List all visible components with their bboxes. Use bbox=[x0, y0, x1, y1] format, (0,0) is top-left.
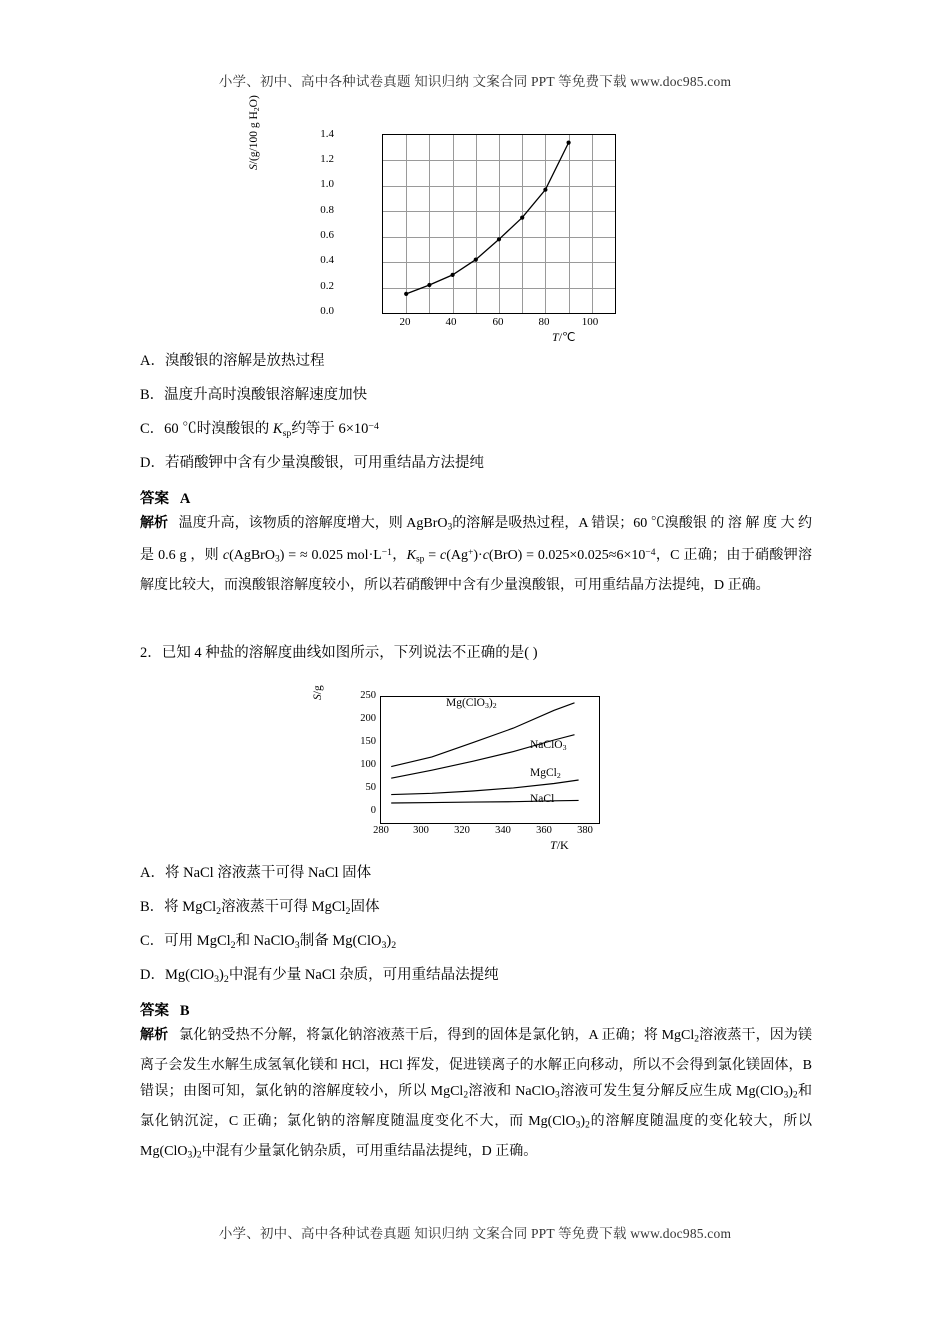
q2-explanation: 解析 氯化钠受热不分解，将氯化钠溶液蒸干后，得到的固体是氯化钠，A 正确；将 MgCl$_2$溶液蒸干，因为镁离子会发生水解生成氢氧化镁和 HCl，HCl 挥发，促进镁离子的水解正向移动，所以不会得到氯化镁固体，B 错误；由图可知，氯化钠的溶解度较小，所以 MgCl$_2$溶液和 NaClO$_3$溶液可发生复分解反应生成 $Mg(ClO_3)_2$和氯化钠沉淀，C 正确；氯化钠的溶解度随温度变化不大，而 $Mg(ClO_3)_2$的溶解度随温度的变化较大，所以 $Mg(ClO_3)_2$中混有少量氯化钠杂质，可用重结晶法提纯，D 正确。 bbox=[140, 1028, 813, 1161]
chart2-xtick-380: 380 bbox=[577, 825, 593, 836]
q2-stem: 2．已知 4 种盐的溶解度曲线如图所示，下列说法不正确的是( ) bbox=[140, 645, 538, 661]
chart2-y-axis-label: S/g bbox=[312, 685, 324, 700]
chart2-xtick-320: 320 bbox=[454, 825, 470, 836]
q1-option-c: C．60 ℃时溴酸银的 $K_{sp}$约等于 $6\times 10^{-4}$ bbox=[140, 420, 379, 439]
watermark-bottom: 小学、初中、高中各种试卷真题 知识归纳 文案合同 PPT 等免费下载 www.doc985.com bbox=[218, 1226, 732, 1241]
chart-solubility-agbro3 bbox=[248, 95, 652, 344]
chart1-xtick-100: 100 bbox=[581, 316, 599, 328]
chart2-xtick-280: 280 bbox=[373, 825, 389, 836]
chart2-label-mgclo3: $Mg(ClO_3)_2$ bbox=[446, 697, 497, 711]
chart2-xtick-360: 360 bbox=[536, 825, 552, 836]
chart2-label-naclo3: NaClO$_3$ bbox=[530, 739, 567, 753]
q1-option-d: D．若硝酸钾中含有少量溴酸银，可用重结晶方法提纯 bbox=[140, 455, 484, 471]
q2-option-b: B．将 MgCl$_2$溶液蒸干可得 MgCl$_2$固体 bbox=[140, 899, 380, 917]
chart2-label-mgcl2: MgCl$_2$ bbox=[530, 767, 561, 781]
q1-answer-label: 答案 bbox=[140, 491, 169, 507]
q1-explanation: 解析 温度升高，该物质的溶解度增大，则 AgBrO$_3$的溶解是吸热过程，A 错误；60 ℃溴酸银 的 溶 解 度 大 约 是 0.6 g ，则 c(AgBrO$_3$) = ≈ 0.025 $mol\cdot L^{-1}$，$K_{sp} = c(Ag^+)\cdot c(BrO) = 0.025\times 0.025\approx 6\times 10^{-4}$，C 正确；由于硝酸钾溶解度比较大，而溴酸银溶解度较小，所以若硝酸钾中含有少量溴酸银，可用重结晶方法提纯，D 正确。 bbox=[140, 516, 813, 594]
q2-answer bbox=[140, 999, 190, 1020]
q1-option-a: A．溴酸银的溶解是放热过程 bbox=[140, 353, 325, 369]
chart2-ytick-200: 200 bbox=[360, 713, 376, 724]
chart1-x-axis-label: T/℃ bbox=[552, 330, 576, 344]
chart1-ytick-0.6: 0.6 bbox=[320, 229, 334, 241]
chart1-xtick-80: 80 bbox=[538, 316, 550, 328]
chart2-ytick-0: 0 bbox=[370, 805, 376, 816]
q1-answer-value: A bbox=[179, 491, 191, 507]
watermark-top: 小学、初中、高中各种试卷真题 知识归纳 文案合同 PPT 等免费下载 www.doc985.com bbox=[218, 74, 732, 89]
chart1-ytick-0.0: 0.0 bbox=[320, 305, 334, 317]
q2-option-a: A．将 NaCl 溶液蒸干可得 NaCl 固体 bbox=[140, 865, 372, 881]
chart1-xtick-40: 40 bbox=[445, 316, 457, 328]
chart1-ytick-0.4: 0.4 bbox=[320, 254, 334, 266]
chart2-xtick-300: 300 bbox=[413, 825, 429, 836]
q2-answer-label: 答案 bbox=[140, 1003, 169, 1019]
chart1-ytick-0.2: 0.2 bbox=[320, 280, 334, 292]
chart2-label-nacl: NaCl bbox=[530, 793, 555, 805]
q2-explain-label: 解析 bbox=[140, 1028, 169, 1043]
chart2-xtick-340: 340 bbox=[495, 825, 511, 836]
q2-option-c: C．可用 MgCl$_2$和 NaClO$_3$制备 $Mg(ClO_3)_2$ bbox=[140, 933, 397, 951]
chart2-plot-area bbox=[380, 696, 600, 824]
chart1-ytick-1.4: 1.4 bbox=[320, 128, 334, 140]
chart1-xtick-60: 60 bbox=[492, 316, 504, 328]
chart2-ytick-100: 100 bbox=[360, 759, 376, 770]
q1-answer bbox=[140, 487, 190, 508]
chart2-x-axis-label: T/K bbox=[550, 838, 569, 852]
chart-solubility-4salts bbox=[312, 685, 648, 854]
q2-option-d: D．$Mg(ClO_3)_2$中混有少量 NaCl 杂质，可用重结晶法提纯 bbox=[140, 967, 499, 985]
chart1-curve bbox=[383, 135, 615, 313]
chart1-y-axis-label: S/(g/100 g $H_2O$) bbox=[248, 95, 262, 170]
q1-explain-label: 解析 bbox=[140, 516, 169, 531]
chart1-ytick-1.0: 1.0 bbox=[320, 178, 334, 190]
q2-answer-value: B bbox=[179, 1003, 190, 1019]
chart2-curves bbox=[381, 697, 599, 823]
chart2-ytick-150: 150 bbox=[360, 736, 376, 747]
chart1-xtick-20: 20 bbox=[399, 316, 411, 328]
chart1-plot-area bbox=[382, 134, 616, 314]
chart2-ytick-250: 250 bbox=[360, 690, 376, 701]
chart1-ytick-0.8: 0.8 bbox=[320, 204, 334, 216]
chart2-ytick-50: 50 bbox=[365, 782, 376, 793]
q1-option-b: B．温度升高时溴酸银溶解速度加快 bbox=[140, 387, 368, 403]
chart1-ytick-1.2: 1.2 bbox=[320, 153, 334, 165]
